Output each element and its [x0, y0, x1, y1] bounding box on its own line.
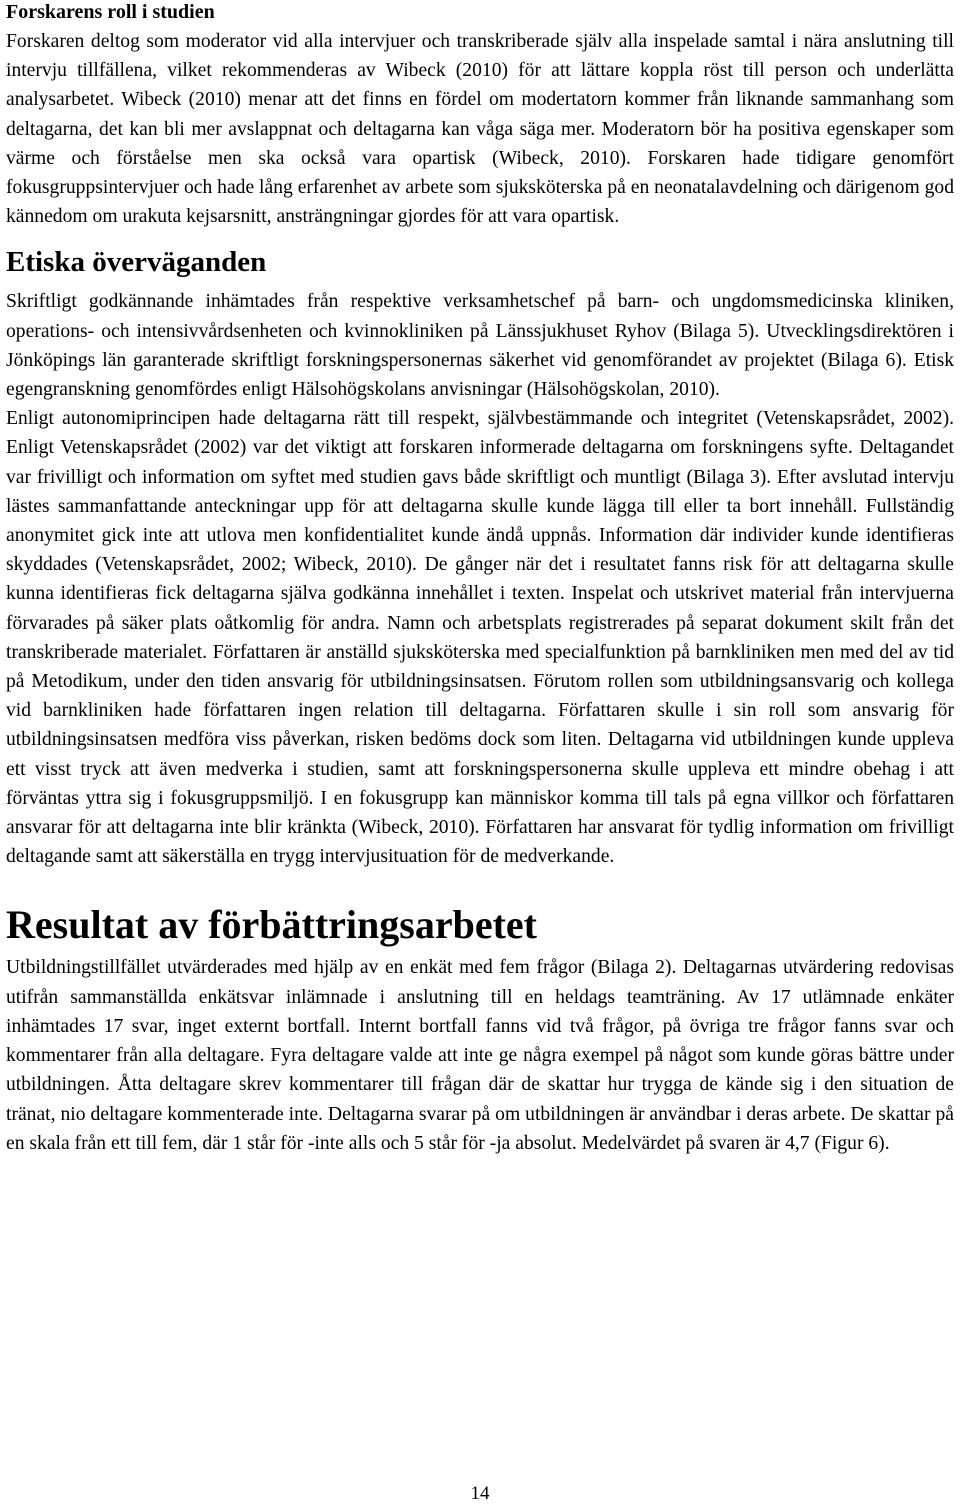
document-page	[6, 0, 954, 1158]
page-number: 14	[470, 1483, 490, 1504]
paragraph-etiska-1: Skriftligt godkännande inhämtades från respektive verksamhetschef på barn- och ungdomsmedicinska kliniken, operations- och intensivvårdsenheten och kvinnokliniken på Länssjukhuset Ryhov (Bilaga 5). Utvecklingsdirektören i Jönköpings län garanterade skriftligt forskningspersonernas säkerhet vid genomförandet av projektet (Bilaga 6). Etisk egengranskning genomfördes enligt Hälsohögskolans anvisningar (Hälsohögskolan, 2010).	[6, 291, 954, 401]
paragraph-resultat: Utbildningstillfället utvärderades med hjälp av en enkät med fem frågor (Bilaga 2). Deltagarnas utvärdering redovisas utifrån sammanställda enkätsvar inlämnade i anslutning till en heldags teamträning. Av 17 utlämnade enkäter inhämtades 17 svar, inget externt bortfall. Internt bortfall fanns vid två frågor, på övriga tre frågor fanns svar och kommentarer från alla deltagare. Fyra deltagare valde att inte ge några exempel på något som kunde göras bättre under utbildningen. Åtta deltagare skrev kommentarer till frågan där de skattar hur trygga de kände sig i den situation de tränat, nio deltagare kommenterade inte. Deltagarna svarar på om utbildningen är användbar i deras arbete. De skattar på en skala från ett till fem, där 1 står för -inte alls och 5 står för -ja absolut. Medelvärdet på svaren är 4,7 (Figur 6).	[6, 957, 954, 1154]
paragraph-etiska-2: Enligt autonomiprincipen hade deltagarna rätt till respekt, självbestämmande och integritet (Vetenskapsrådet, 2002). Enligt Vetenskapsrådet (2002) var det viktigt att forskaren informerade deltagarna om forskningens syfte. Deltagandet var frivilligt och information om syftet med studien gavs både skriftligt och muntligt (Bilaga 3). Efter avslutad intervju lästes sammanfattande anteckningar upp för att deltagarna skulle kunde lägga till eller ta bort innehåll. Fullständig anonymitet gick inte att utlova men konfidentialitet kunde ändå uppnås. Information där individer kunde identifieras skyddades (Vetenskapsrådet, 2002; Wibeck, 2010). De gånger när det i resultatet fanns risk för att deltagarna skulle kunna identifieras fick deltagarna själva godkänna innehållet i texten. Inspelat och utskrivet material från intervjuerna förvarades på säker plats oåtkomlig för andra. Namn och arbetsplats registrerades på separat dokument skilt från det transkriberade materialet. Författaren är anställd sjuksköterska med specialfunktion på barnkliniken men med del av tid på Metodikum, under den tiden ansvarig för utbildningsinsatsen. Förutom rollen som utbildningsansvarig och kollega vid barnkliniken hade författaren ingen relation till deltagarna. Författaren skulle i sin roll som ansvarig för utbildningsinsatsen medföra viss påverkan, risken bedöms dock som liten. Deltagarna vid utbildningen kunde uppleva ett visst tryck att även medverka i studien, samt att forskningspersonerna skulle uppleva ett mindre obehag i att förväntas yttra sig i fokusgruppsmiljö. I en fokusgrupp kan människor komma till tals på egna villkor och författaren ansvarar för att deltagarna inte blir kränkta (Wibeck, 2010). Författaren har ansvarat för tydlig information om frivilligt deltagande samt att säkerställa en trygg intervjusituation för de medverkande.	[6, 408, 954, 868]
section-heading-resultat: Resultat av förbättringsarbetet	[6, 902, 537, 948]
section-heading-etiska-overvaganden: Etiska överväganden	[6, 246, 267, 279]
paragraph-forskarens-roll: Forskaren deltog som moderator vid alla intervjuer och transkriberade själv alla inspelade samtal i nära anslutning till intervju tillfällena, vilket rekommenderas av Wibeck (2010) för att lättare koppla röst till person och underlätta analysarbetet. Wibeck (2010) menar att det finns en fördel om modertatorn kommer från liknande sammanhang som deltagarna, det kan bli mer avslappnat och deltagarna kan våga säga mer. Moderatorn bör ha positiva egenskaper som värme och förståelse men ska också vara opartisk (Wibeck, 2010). Forskaren hade tidigare genomfört fokusgruppsintervjuer och hade lång erfarenhet av arbete som sjuksköterska på en neonatalavdelning och därigenom god kännedom om urakuta kejsarsnitt, ansträngningar gjordes för att vara opartisk.	[6, 31, 954, 228]
section-heading-forskarens-roll: Forskarens roll i studien	[6, 1, 215, 23]
